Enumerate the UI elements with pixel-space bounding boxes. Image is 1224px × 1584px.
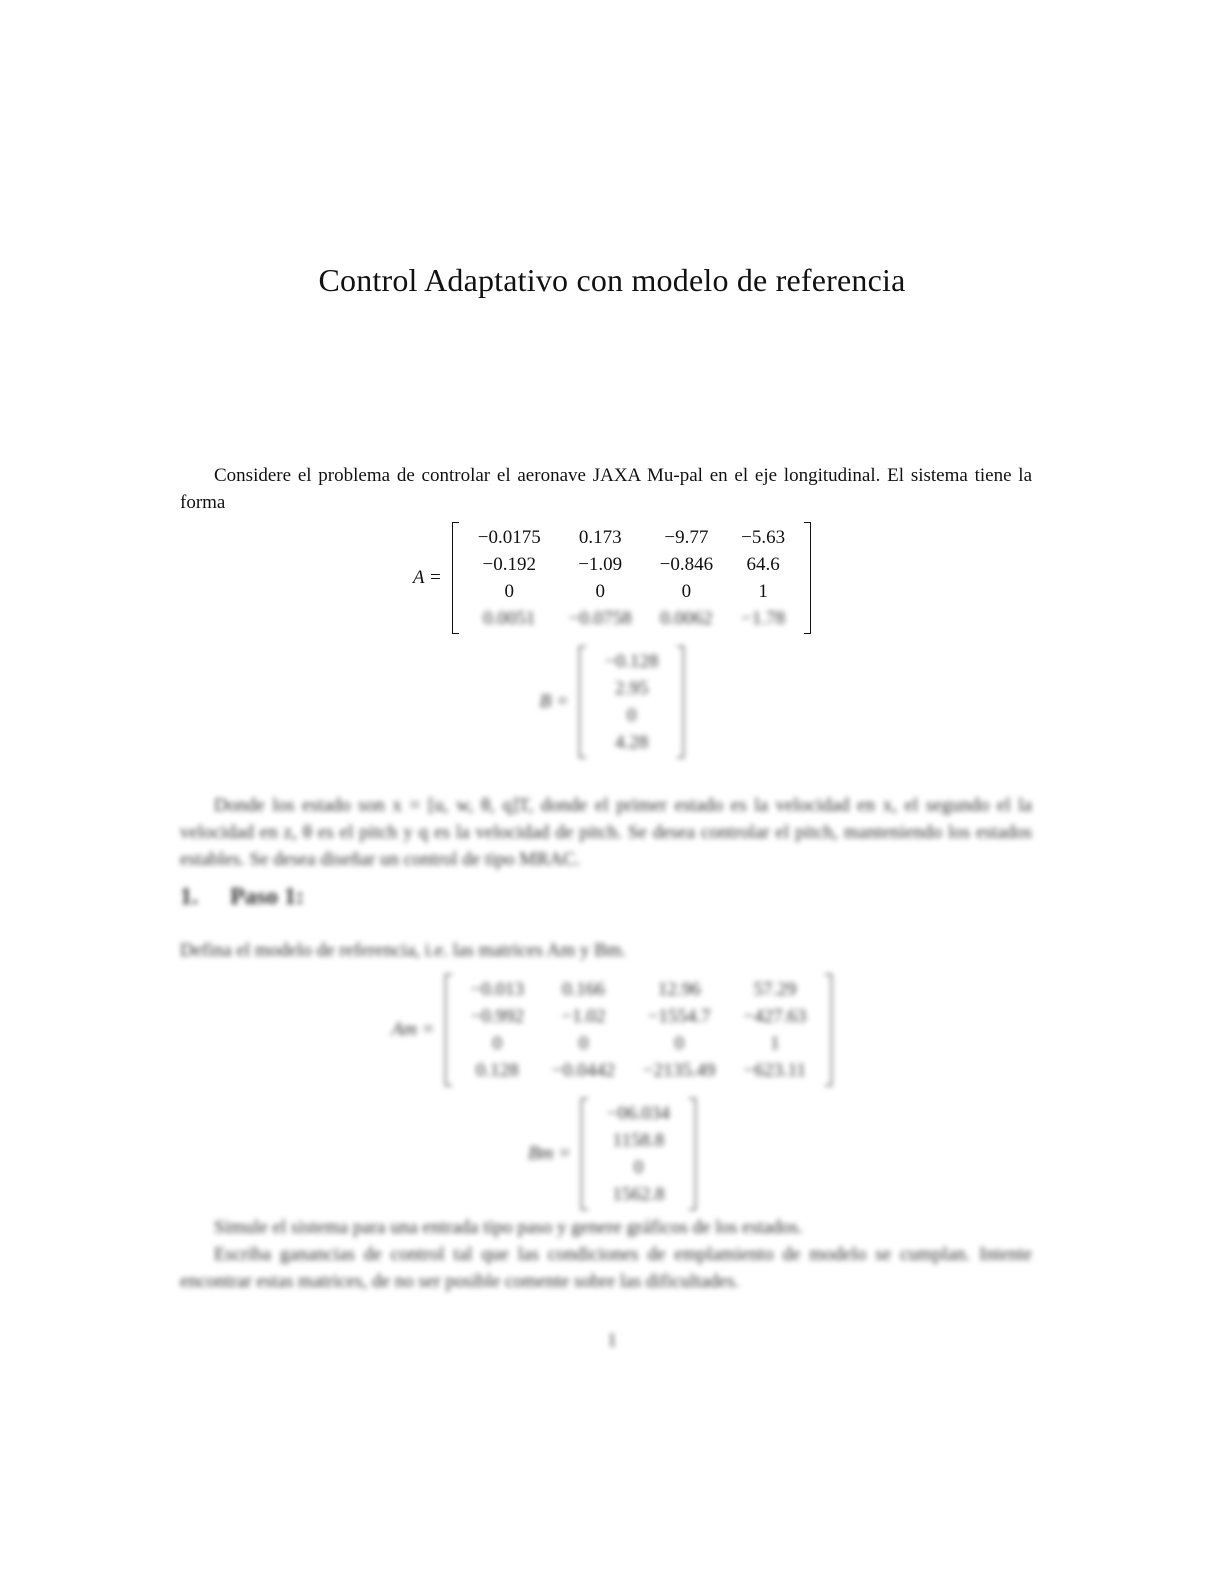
section-intro: Defina el modelo de referencia, i.e. las matrices Am y Bm.	[180, 940, 627, 961]
matrix-a-block	[0, 524, 1224, 632]
matrix-bm-block	[0, 1100, 1224, 1208]
step-text-1: Simule el sistema para una entrada tipo paso y genere gráficos de los estados.	[214, 1217, 803, 1238]
page-title: Control Adaptativo con modelo de referencia	[318, 262, 906, 298]
matrix-a-cell: 0	[504, 580, 514, 602]
matrix-am-label: Am =	[391, 1019, 435, 1040]
matrix-a-cell: −0.0758	[568, 607, 632, 629]
matrix-am-cell: −0.992	[470, 1005, 524, 1027]
matrix-b-label: B =	[539, 691, 569, 712]
matrix-am-cell: −0.0442	[551, 1059, 615, 1081]
matrix-am-cell: 0.128	[475, 1059, 519, 1081]
matrix-bm	[581, 1100, 696, 1208]
matrix-am-cell: −427.63	[743, 1005, 807, 1027]
matrix-a	[452, 524, 811, 632]
matrix-bm-cell: 1562.8	[612, 1183, 665, 1205]
matrix-am-cell: 0	[578, 1032, 589, 1054]
matrix-am-cell: −1554.7	[647, 1005, 711, 1027]
matrix-bm-cell: 1158.8	[612, 1129, 665, 1151]
matrix-bm-cell: −06.034	[606, 1102, 670, 1124]
matrix-am-cell: 12.96	[657, 978, 701, 1000]
matrix-am-cell: 0	[492, 1032, 502, 1054]
matrix-am-cell: −623.11	[743, 1059, 807, 1081]
matrix-a-cell: 0	[681, 580, 692, 602]
section-heading	[180, 884, 304, 911]
matrix-a-label: A =	[412, 567, 442, 588]
matrix-a-cell: 0.173	[578, 526, 622, 548]
matrix-am-cell: 0	[674, 1032, 684, 1054]
matrix-bm-cell: 0	[633, 1156, 644, 1178]
matrix-a-cell: −0.846	[659, 553, 714, 575]
matrix-b-cell: 0	[626, 704, 637, 726]
matrix-b-block	[0, 648, 1224, 756]
section-number: 1.	[180, 884, 198, 910]
matrix-a-cell: −1.09	[578, 553, 623, 575]
matrix-a-cell: −9.77	[664, 526, 709, 548]
matrix-am-cell: 57.29	[753, 978, 797, 1000]
matrix-a-cell: −0.192	[482, 553, 536, 575]
matrix-b	[579, 648, 684, 756]
matrix-a-cell: 0	[595, 580, 605, 602]
matrix-am-cell: −0.013	[470, 978, 524, 1000]
matrix-b-cell: 4.28	[614, 731, 649, 753]
matrix-b-cell: 2.95	[614, 677, 649, 699]
matrix-bm-label: Bm =	[528, 1143, 571, 1164]
matrix-a-cell: 64.6	[746, 553, 780, 575]
matrix-a-cell: −5.63	[741, 526, 786, 548]
matrix-am-cell: −1.02	[561, 1005, 606, 1027]
page-number: 1	[607, 1330, 617, 1351]
matrix-am-block	[0, 976, 1224, 1084]
matrix-am	[445, 976, 833, 1084]
state-description: Donde los estado son x = [u, w, θ, q]T, donde el primer estado es la velocidad en x, el segundo el la velocidad en z, θ es el pitch y q es la velocidad de pitch. Se desea controlar el pitch, manteniendo los estados estables. Se desea diseñar un control de tipo MRAC.	[180, 795, 1032, 870]
matrix-am-cell: 1	[770, 1032, 780, 1054]
matrix-a-cell: −0.0175	[477, 526, 541, 548]
section-title: Paso 1:	[230, 884, 304, 910]
intro-paragraph: Considere el problema de controlar el aeronave JAXA Mu-pal en el eje longitudinal. El sistema tiene la forma	[180, 465, 1032, 513]
step-text-2: Escriba ganancias de control tal que las condiciones de emplamiento de modelo se cumplan. Intente encontrar estas matrices, de no ser posible comente sobre las dificultades.	[180, 1244, 1032, 1292]
matrix-a-cell: 0.0051	[483, 607, 536, 629]
matrix-a-cell: −1.78	[741, 607, 786, 629]
matrix-a-cell: 1	[758, 580, 768, 602]
matrix-am-cell: −2135.49	[642, 1059, 716, 1081]
matrix-b-cell: −0.128	[604, 650, 659, 672]
matrix-a-cell: 0.0062	[660, 607, 713, 629]
matrix-am-cell: 0.166	[562, 978, 605, 1000]
